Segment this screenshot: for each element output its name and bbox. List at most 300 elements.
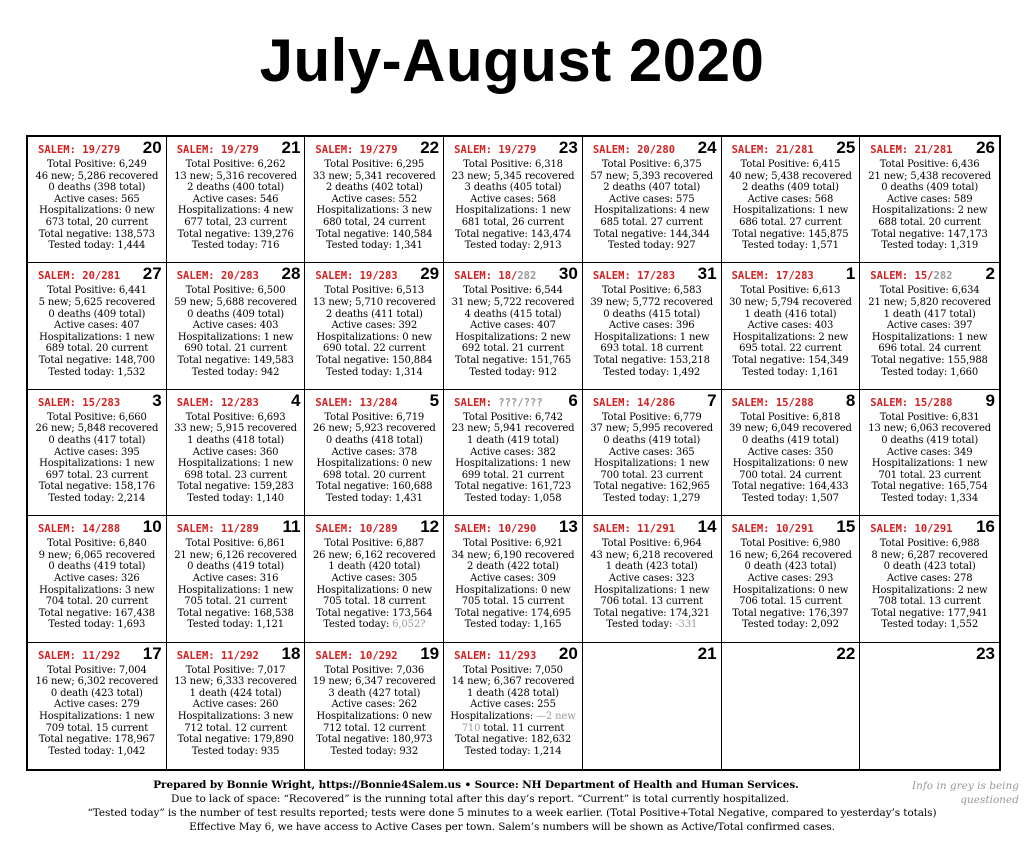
town-count: SALEM: 10/291 — [870, 523, 953, 536]
day-number: 25 — [836, 138, 856, 157]
day-number: 29 — [420, 264, 440, 284]
total-negative: Total negative: 162,965 — [593, 481, 710, 493]
tested-today: Tested today: 912 — [469, 366, 557, 378]
day-number: 31 — [697, 264, 717, 284]
day-number: 21 — [697, 643, 717, 663]
total-negative: Total negative: 176,397 — [732, 607, 849, 619]
recovered: 39 new; 6,049 recovered — [729, 423, 852, 435]
hospitalizations: Hospitalizations: 4 new — [593, 205, 710, 217]
town-count: SALEM: 20/280 — [592, 144, 676, 156]
total-negative: Total negative: 164,433 — [732, 481, 849, 493]
total-negative: Total negative: 182,632 — [454, 734, 572, 746]
town-count: SALEM: 10/289 — [315, 523, 398, 536]
total-positive: Total Positive: 6,318 — [463, 159, 563, 170]
deaths: 1 death (424 total) — [189, 687, 282, 699]
hospitalizations: Hospitalizations: 0 new — [316, 584, 432, 596]
tested-today: Tested today: 1,334 — [881, 492, 979, 504]
deaths: 2 death (422 total) — [467, 561, 559, 573]
hospital-current: 686 total. 27 current — [739, 216, 842, 228]
tested-today: Tested today: 1,507 — [742, 492, 839, 504]
deaths: 3 death (427 total) — [328, 687, 421, 699]
active-cases: Active cases: 305 — [331, 572, 418, 584]
town-count: SALEM: 13/284 — [315, 396, 398, 409]
tested-today: Tested today: 1,319 — [881, 240, 979, 252]
deaths: 2 deaths (402 total) — [325, 182, 423, 194]
day-cell — [860, 516, 999, 642]
hospitalizations: Hospitalizations: —2 new — [450, 710, 576, 722]
total-positive: Total Positive: 6,964 — [601, 538, 702, 550]
recovered: 30 new; 5,794 recovered — [729, 296, 852, 308]
day-cell — [444, 263, 583, 389]
total-positive: Total Positive: 6,544 — [463, 285, 563, 297]
hospital-current: 709 total. 15 current — [45, 722, 149, 734]
deaths: 0 deaths (419 total) — [48, 561, 146, 573]
total-positive: Total Positive: 6,500 — [185, 285, 286, 297]
deaths: 0 deaths (409 total) — [48, 308, 146, 320]
day-number: 12 — [420, 517, 440, 537]
recovered: 31 new; 5,722 recovered — [451, 296, 575, 308]
day-number: 1 — [845, 264, 856, 284]
total-positive: Total Positive: 6,415 — [740, 159, 841, 170]
hospitalizations: Hospitalizations: 1 new — [39, 331, 155, 343]
deaths: 0 deaths (419 total) — [603, 434, 701, 446]
town-count: SALEM: 15/288 — [731, 396, 814, 409]
day-number: 14 — [697, 517, 717, 537]
tested-today: Tested today: 1,693 — [48, 619, 146, 631]
deaths: 0 deaths (419 total) — [741, 434, 839, 446]
day-cell — [167, 137, 306, 263]
town-count: SALEM: 14/288 — [38, 523, 121, 536]
total-positive: Total Positive: 6,513 — [324, 285, 425, 297]
hospitalizations: Hospitalizations: 2 new — [871, 205, 988, 217]
active-cases: Active cases: 397 — [886, 320, 973, 332]
tested-today: Tested today: 2,214 — [48, 492, 146, 504]
total-negative: Total negative: 174,695 — [454, 607, 572, 619]
deaths: 0 deaths (409 total) — [187, 308, 284, 320]
tested-today: Tested today: 942 — [191, 366, 280, 378]
tested-today: Tested today: 932 — [330, 745, 419, 757]
hospital-current: 699 total. 21 current — [461, 469, 565, 481]
recovered: 13 new; 5,316 recovered — [174, 170, 297, 182]
hospital-current: 705 total. 18 current — [322, 596, 426, 608]
hospital-current: 685 total. 27 current — [600, 216, 703, 228]
hospital-current: 704 total. 20 current — [45, 596, 149, 608]
active-cases: Active cases: 565 — [54, 193, 140, 205]
total-negative: Total negative: 173,564 — [316, 607, 433, 619]
recovered: 37 new; 5,995 recovered — [590, 423, 714, 435]
total-negative: Total negative: 158,176 — [38, 481, 155, 493]
day-cell — [305, 516, 444, 642]
active-cases: Active cases: 293 — [747, 572, 834, 584]
town-count: SALEM: 15/282 — [870, 270, 953, 283]
total-positive: Total Positive: 6,988 — [879, 538, 980, 550]
hospitalizations: Hospitalizations: 1 new — [732, 205, 849, 217]
total-negative: Total negative: 168,538 — [177, 607, 294, 619]
tested-today: Tested today: 935 — [191, 745, 280, 757]
active-cases: Active cases: 350 — [747, 446, 834, 458]
deaths: 4 deaths (415 total) — [464, 308, 562, 320]
total-negative: Total negative: 144,344 — [593, 228, 710, 240]
page-title: July-August 2020 — [259, 27, 765, 94]
hospital-current: 712 total. 12 current — [184, 722, 287, 734]
total-negative: Total negative: 167,438 — [38, 607, 155, 619]
hospitalizations: Hospitalizations: 1 new — [455, 205, 571, 217]
day-number: 9 — [985, 390, 995, 410]
total-negative: Total negative: 155,988 — [871, 354, 988, 366]
tested-today: Tested today: 1,341 — [325, 240, 423, 252]
day-cell — [444, 390, 583, 516]
day-cell — [860, 643, 999, 769]
deaths: 0 deaths (417 total) — [48, 434, 146, 446]
tested-today: Tested today: 1,214 — [464, 745, 562, 757]
hospitalizations: Hospitalizations: 0 new — [732, 584, 849, 596]
day-cell — [167, 643, 306, 769]
town-count: SALEM: 21/281 — [731, 144, 814, 156]
tested-today: Tested today: 1,552 — [881, 619, 979, 631]
day-cell — [722, 516, 861, 642]
active-cases: Active cases: 552 — [331, 193, 418, 205]
deaths: 2 deaths (409 total) — [741, 182, 839, 194]
recovered: 43 new; 6,218 recovered — [590, 549, 714, 561]
deaths: 0 deaths (409 total) — [881, 182, 979, 194]
hospital-current: 698 total. 23 current — [184, 469, 287, 481]
town-count: SALEM: ???/??? — [454, 396, 543, 409]
day-cell — [305, 643, 444, 769]
day-cell — [305, 137, 444, 263]
hospital-current: 705 total. 21 current — [184, 596, 287, 608]
day-number: 10 — [142, 517, 162, 537]
day-number: 6 — [568, 390, 578, 410]
day-cell — [167, 516, 306, 642]
total-negative: Total negative: 147,173 — [871, 228, 988, 240]
day-number: 24 — [697, 138, 717, 157]
deaths: 1 death (419 total) — [467, 434, 559, 446]
tested-today: Tested today: 1,492 — [603, 366, 701, 378]
active-cases: Active cases: 278 — [886, 572, 973, 584]
day-number: 19 — [420, 643, 440, 663]
total-negative: Total negative: 159,283 — [177, 481, 294, 493]
deaths: 2 deaths (407 total) — [603, 182, 701, 194]
town-count: SALEM: 19/279 — [38, 144, 121, 156]
hospitalizations: Hospitalizations: 3 new — [316, 205, 432, 217]
hospital-current: 697 total. 23 current — [45, 469, 149, 481]
tested-today: Tested today: 1,165 — [464, 619, 562, 631]
day-cell — [444, 643, 583, 769]
total-negative: Total negative: 145,875 — [732, 228, 849, 240]
hospitalizations: Hospitalizations: 0 new — [316, 710, 432, 722]
tested-today: Tested today: 1,431 — [325, 492, 423, 504]
day-number: 28 — [281, 264, 301, 284]
day-cell — [860, 390, 999, 516]
hospitalizations: Hospitalizations: 1 new — [39, 710, 155, 722]
town-count: SALEM: 19/283 — [315, 270, 398, 283]
active-cases: Active cases: 407 — [470, 320, 556, 332]
total-negative: Total negative: 161,723 — [454, 481, 572, 493]
hospitalizations: Hospitalizations: 2 new — [455, 331, 571, 343]
tested-today: Tested today: -331 — [606, 619, 698, 631]
day-number: 20 — [558, 643, 578, 663]
deaths: 0 death (423 total) — [883, 561, 976, 573]
hospitalizations: Hospitalizations: 3 new — [39, 584, 155, 596]
recovered: 14 new; 6,367 recovered — [451, 676, 575, 688]
hospital-current: 681 total, 26 current — [461, 216, 565, 228]
total-positive: Total Positive: 6,818 — [740, 411, 841, 423]
hospitalizations: Hospitalizations: 1 new — [455, 458, 571, 470]
total-negative: Total negative: 179,890 — [177, 734, 294, 746]
recovered: 23 new; 5,345 recovered — [451, 170, 575, 182]
recovered: 34 new; 6,190 recovered — [451, 549, 575, 561]
total-positive: Total Positive: 6,693 — [185, 411, 286, 423]
town-count: SALEM: 21/281 — [870, 144, 953, 156]
hospitalizations: Hospitalizations: 1 new — [593, 584, 710, 596]
tested-today: Tested today: 2,092 — [742, 619, 839, 631]
total-negative: Total negative: 139,276 — [177, 228, 294, 240]
total-positive: Total Positive: 6,249 — [46, 159, 147, 170]
hospitalizations: Hospitalizations: 2 new — [871, 584, 988, 596]
tested-today: Tested today: 1,532 — [48, 366, 146, 378]
hospitalizations: Hospitalizations: 0 new — [455, 584, 571, 596]
deaths: 0 deaths (419 total) — [881, 434, 979, 446]
total-positive: Total Positive: 6,779 — [601, 411, 702, 423]
recovered: 33 new; 5,341 recovered — [312, 170, 436, 182]
active-cases: Active cases: 382 — [470, 446, 556, 458]
town-count: SALEM: 11/293 — [454, 649, 537, 662]
deaths: 1 death (423 total) — [605, 561, 698, 573]
town-count: SALEM: 15/288 — [870, 396, 953, 409]
active-cases: Active cases: 378 — [331, 446, 418, 458]
active-cases: Active cases: 262 — [331, 699, 418, 711]
recovered: 33 new; 5,915 recovered — [174, 423, 297, 435]
recovered: 9 new; 6,065 recovered — [38, 549, 156, 561]
total-negative: Total negative: 165,754 — [871, 481, 988, 493]
deaths: 1 death (417 total) — [883, 308, 976, 320]
total-negative: Total negative: 153,218 — [593, 354, 710, 366]
day-cell — [583, 516, 722, 642]
tested-today: Tested today: 1,279 — [603, 492, 701, 504]
day-number: 20 — [142, 138, 162, 157]
tested-today: Tested today: 2,913 — [464, 240, 562, 252]
total-negative: Total negative: 140,584 — [316, 228, 433, 240]
recovered: 5 new; 5,625 recovered — [38, 296, 156, 308]
day-number: 23 — [976, 643, 995, 663]
active-cases: Active cases: 309 — [470, 572, 556, 584]
day-cell — [28, 516, 167, 642]
active-cases: Active cases: 279 — [54, 699, 140, 711]
hospitalizations: Hospitalizations: 2 new — [732, 331, 849, 343]
deaths: 0 death (423 total) — [50, 687, 143, 699]
hospital-current: 706 total. 13 current — [600, 596, 703, 608]
active-cases: Active cases: 255 — [470, 699, 556, 711]
recovered: 21 new; 5,820 recovered — [868, 296, 991, 308]
deaths: 2 deaths (400 total) — [187, 182, 284, 194]
recovered: 26 new; 5,848 recovered — [35, 423, 159, 435]
hospitalizations: Hospitalizations: 1 new — [177, 331, 294, 343]
day-cell — [28, 643, 167, 769]
footnote-recovered: Due to lack of space: “Recovered” is the running total after this day’s report. “Current” is total currently hospitalized. — [171, 793, 789, 805]
active-cases: Active cases: 326 — [54, 572, 140, 584]
day-number: 22 — [836, 643, 856, 663]
active-cases: Active cases: 365 — [608, 446, 695, 458]
day-cell — [583, 643, 722, 769]
active-cases: Active cases: 316 — [192, 572, 279, 584]
day-number: 15 — [836, 517, 856, 537]
day-cell — [860, 137, 999, 263]
hospitalizations: Hospitalizations: 0 new — [316, 331, 432, 343]
tested-today: Tested today: 716 — [191, 240, 280, 252]
total-negative: Total negative: 174,321 — [593, 607, 710, 619]
hospitalizations: Hospitalizations: 4 new — [177, 205, 294, 217]
recovered: 26 new; 5,923 recovered — [312, 423, 436, 435]
hospitalizations: Hospitalizations: 3 new — [177, 710, 294, 722]
total-negative: Total negative: 151,765 — [454, 354, 572, 366]
total-negative: Total negative: 178,967 — [38, 734, 155, 746]
total-negative: Total negative: 160,688 — [316, 481, 433, 493]
town-count: SALEM: 19/279 — [454, 144, 537, 156]
deaths: 1 death (420 total) — [328, 561, 421, 573]
day-cell — [722, 137, 861, 263]
deaths: 1 deaths (418 total) — [187, 434, 284, 446]
hospital-current: 689 total. 20 current — [45, 343, 149, 355]
recovered: 46 new; 5,286 recovered — [35, 170, 159, 182]
recovered: 16 new; 6,264 recovered — [729, 549, 852, 561]
day-number: 26 — [976, 138, 995, 157]
town-count: SALEM: 17/283 — [731, 270, 814, 283]
recovered: 21 new; 5,438 recovered — [868, 170, 991, 182]
hospitalizations: Hospitalizations: 0 new — [39, 205, 155, 217]
active-cases: Active cases: 260 — [192, 699, 279, 711]
deaths: 0 deaths (415 total) — [603, 308, 701, 320]
hospitalizations: Hospitalizations: 1 new — [871, 458, 988, 470]
day-number: 30 — [558, 264, 578, 284]
hospital-current: 710 total. 11 current — [461, 722, 565, 734]
recovered: 39 new; 5,772 recovered — [590, 296, 714, 308]
day-cell — [444, 516, 583, 642]
hospital-current: 700 total. 24 current — [739, 469, 842, 481]
total-positive: Total Positive: 6,436 — [879, 159, 980, 170]
deaths: 1 death (428 total) — [467, 687, 559, 699]
hospital-current: 700 total. 23 current — [600, 469, 703, 481]
active-cases: Active cases: 403 — [192, 320, 279, 332]
day-cell — [167, 263, 306, 389]
day-number: 11 — [282, 517, 301, 537]
day-cell — [583, 137, 722, 263]
active-cases: Active cases: 349 — [886, 446, 973, 458]
credit-line: Prepared by Bonnie Wright, https://Bonnie4Salem.us • Source: NH Department of Health and Human Services. — [153, 779, 799, 791]
hospitalizations: Hospitalizations: 0 new — [732, 458, 849, 470]
total-positive: Total Positive: 6,295 — [324, 159, 425, 170]
hospital-current: 692 total. 21 current — [461, 343, 565, 355]
tested-today: Tested today: 1,042 — [48, 745, 146, 757]
town-count: SALEM: 19/279 — [315, 144, 398, 156]
grey-info-note: Info in grey is being questioned — [912, 780, 1019, 806]
total-negative: Total negative: 180,973 — [316, 734, 433, 746]
hospitalizations: Hospitalizations: 0 new — [316, 458, 432, 470]
town-count: SALEM: 14/286 — [592, 396, 676, 409]
total-negative: Total negative: 149,583 — [177, 354, 294, 366]
total-positive: Total Positive: 6,583 — [601, 285, 702, 297]
active-cases: Active cases: 396 — [608, 320, 695, 332]
total-negative: Total negative: 177,941 — [871, 607, 988, 619]
recovered: 57 new; 5,393 recovered — [590, 170, 714, 182]
tested-today: Tested today: 6,052? — [323, 619, 426, 631]
day-cell — [583, 263, 722, 389]
day-cell — [305, 390, 444, 516]
total-positive: Total Positive: 7,050 — [463, 664, 563, 676]
town-count: SALEM: 11/289 — [176, 523, 259, 536]
total-positive: Total Positive: 6,921 — [463, 538, 563, 550]
active-cases: Active cases: 568 — [747, 193, 834, 205]
recovered: 19 new; 6,347 recovered — [312, 676, 436, 688]
day-cell — [860, 263, 999, 389]
tested-today: Tested today: 1,161 — [742, 366, 839, 378]
day-number: 27 — [142, 264, 162, 284]
town-count: SALEM: 15/283 — [38, 396, 121, 409]
recovered: 8 new; 6,287 recovered — [871, 549, 988, 561]
active-cases: Active cases: 403 — [747, 320, 834, 332]
tested-today: Tested today: 1,121 — [187, 619, 284, 631]
town-count: SALEM: 18/282 — [454, 270, 537, 283]
deaths: 3 deaths (405 total) — [464, 182, 562, 194]
recovered: 13 new; 6,333 recovered — [174, 676, 297, 688]
day-number: 3 — [152, 390, 162, 410]
total-positive: Total Positive: 6,831 — [879, 411, 980, 423]
day-number: 17 — [142, 643, 162, 663]
total-positive: Total Positive: 6,887 — [324, 538, 425, 550]
day-cell — [722, 390, 861, 516]
total-negative: Total negative: 148,700 — [38, 354, 155, 366]
active-cases: Active cases: 589 — [886, 193, 973, 205]
town-count: SALEM: 19/279 — [176, 144, 259, 156]
town-count: SALEM: 20/281 — [38, 270, 121, 283]
hospital-current: 706 total. 15 current — [739, 596, 842, 608]
footnote-tested: “Tested today” is the number of test results reported; tests were done 5 minutes to a week earlier. (Total Positive+Total Negative, compared to yesterday’s totals) — [87, 807, 937, 819]
hospital-current: 690 total. 22 current — [322, 343, 426, 355]
day-number: 21 — [281, 138, 301, 157]
total-positive: Total Positive: 7,036 — [324, 664, 425, 676]
total-positive: Total Positive: 6,861 — [185, 538, 286, 550]
day-cell — [28, 390, 167, 516]
total-negative: Total negative: 150,884 — [316, 354, 433, 366]
town-count: SALEM: 11/291 — [592, 523, 676, 536]
hospital-current: 696 total. 24 current — [878, 343, 981, 355]
calendar-grid — [26, 135, 1001, 771]
tested-today: Tested today: 1,058 — [464, 492, 562, 504]
day-cell — [583, 390, 722, 516]
hospital-current: 688 total. 20 current — [878, 216, 981, 228]
deaths: 0 deaths (398 total) — [48, 182, 146, 194]
recovered: 26 new; 6,162 recovered — [312, 549, 436, 561]
day-number: 8 — [845, 390, 856, 410]
hospitalizations: Hospitalizations: 1 new — [177, 458, 294, 470]
town-count: SALEM: 10/292 — [315, 649, 398, 662]
hospitalizations: Hospitalizations: 1 new — [177, 584, 294, 596]
day-number: 7 — [707, 390, 717, 410]
tested-today: Tested today: 1,660 — [881, 366, 979, 378]
tested-today: Tested today: 1,140 — [187, 492, 284, 504]
active-cases: Active cases: 546 — [192, 193, 279, 205]
total-positive: Total Positive: 6,441 — [46, 285, 147, 297]
day-cell — [167, 390, 306, 516]
active-cases: Active cases: 395 — [54, 446, 140, 458]
total-positive: Total Positive: 6,660 — [46, 411, 147, 423]
deaths: 0 deaths (419 total) — [187, 561, 284, 573]
hospital-current: 708 total. 13 current — [878, 596, 981, 608]
day-number: 2 — [985, 264, 995, 284]
hospital-current: 690 total. 21 current — [184, 343, 287, 355]
day-number: 22 — [420, 138, 440, 157]
total-negative: Total negative: 138,573 — [38, 228, 155, 240]
total-positive: Total Positive: 6,634 — [879, 285, 980, 297]
